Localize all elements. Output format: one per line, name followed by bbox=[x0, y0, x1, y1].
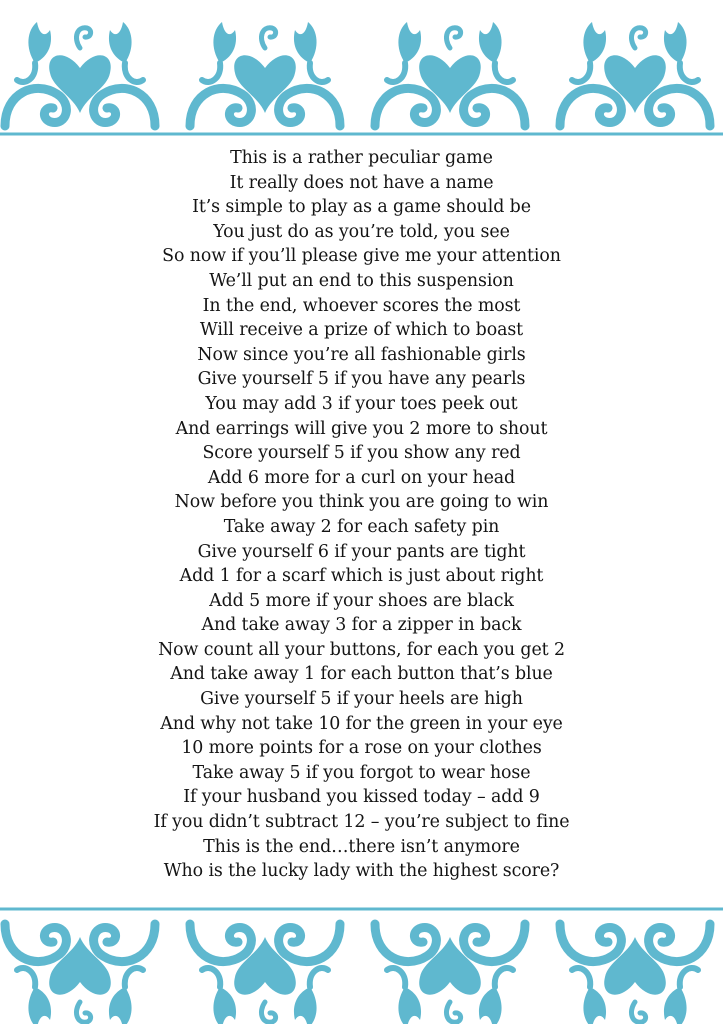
poem-line: And take away 1 for each button that’s blue bbox=[170, 664, 553, 685]
poem-line: Add 6 more for a curl on your head bbox=[207, 467, 516, 488]
poem-line: Will receive a prize of which to boast bbox=[199, 320, 524, 341]
poem-line: Score yourself 5 if you show any red bbox=[202, 443, 521, 464]
poem-line: Who is the lucky lady with the highest score? bbox=[163, 861, 560, 882]
poem-line: It’s simple to play as a game should be bbox=[192, 197, 531, 218]
poem-line: It really does not have a name bbox=[229, 172, 494, 193]
poem-text bbox=[0, 146, 723, 884]
bottom-ornamental-border bbox=[0, 906, 723, 1024]
ornamental-scroll-icon bbox=[0, 0, 723, 140]
poem-line: If your husband you kissed today – add 9 bbox=[183, 787, 540, 808]
poem-line: This is the end…there isn’t anymore bbox=[203, 836, 520, 857]
poem-line: Take away 2 for each safety pin bbox=[223, 516, 500, 537]
poem-line: This is a rather peculiar game bbox=[230, 148, 493, 168]
poem-line: Add 1 for a scarf which is just about right bbox=[179, 566, 544, 587]
poem-line: We’ll put an end to this suspension bbox=[209, 270, 514, 291]
poem-line: And why not take 10 for the green in your eye bbox=[160, 713, 563, 734]
poem-line: Now before you think you are going to win bbox=[174, 492, 549, 513]
poem-line: You just do as you’re told, you see bbox=[213, 221, 510, 242]
poem-line: Give yourself 6 if your pants are tight bbox=[197, 541, 526, 562]
ornamental-scroll-icon bbox=[0, 906, 723, 1024]
poem-line: You may add 3 if your toes peek out bbox=[205, 393, 518, 414]
poem-line: Add 5 more if your shoes are black bbox=[209, 590, 514, 611]
poem-line: Give yourself 5 if your heels are high bbox=[200, 689, 523, 710]
poem-line: Now count all your buttons, for each you get 2 bbox=[158, 639, 565, 660]
poem-line: 10 more points for a rose on your clothes bbox=[181, 738, 542, 759]
poem-line: Take away 5 if you forgot to wear hose bbox=[192, 762, 531, 783]
poem-line: If you didn’t subtract 12 – you’re subject to fine bbox=[153, 812, 570, 833]
poem-line: Now since you’re all fashionable girls bbox=[197, 344, 526, 365]
poem-line: In the end, whoever scores the most bbox=[202, 295, 521, 316]
top-ornamental-border bbox=[0, 0, 723, 140]
poem-line: So now if you’ll please give me your attention bbox=[162, 246, 561, 267]
poem-line: And earrings will give you 2 more to shout bbox=[175, 418, 548, 439]
poem-line: And take away 3 for a zipper in back bbox=[201, 615, 522, 636]
poem-line: Give yourself 5 if you have any pearls bbox=[197, 369, 526, 390]
